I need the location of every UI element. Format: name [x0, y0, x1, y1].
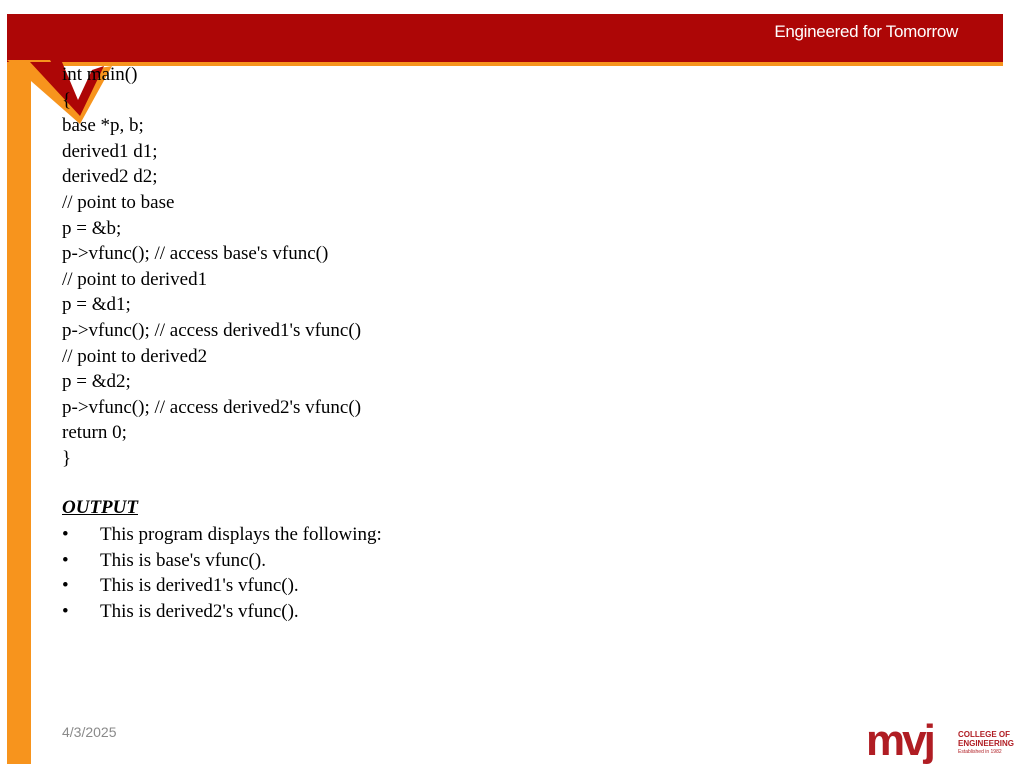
code-line: derived2 d2; [62, 166, 158, 188]
code-line: p = &d2; [62, 371, 131, 393]
list-item-text: This is base's vfunc(). [100, 549, 266, 571]
logo-mark: mvj [866, 716, 933, 765]
logo-line-2: ENGINEERING [958, 739, 1015, 748]
logo-line-1: COLLEGE OF [958, 730, 1010, 739]
list-item [62, 522, 382, 548]
code-line: p->vfunc(); // access base's vfunc() [62, 243, 329, 265]
list-item [62, 573, 382, 599]
code-line: p = &b; [62, 217, 122, 239]
list-item [62, 548, 382, 574]
code-line: return 0; [62, 422, 127, 444]
header-tagline: Engineered for Tomorrow [774, 22, 958, 41]
code-line: } [62, 447, 72, 469]
logo-text [958, 730, 1014, 757]
code-line: // point to derived2 [62, 345, 208, 367]
slide-date: 4/3/2025 [62, 724, 117, 740]
list-item-text: This program displays the following: [100, 524, 382, 545]
output-heading: OUTPUT [62, 497, 138, 518]
list-item-text: This is derived1's vfunc(). [100, 575, 299, 597]
code-line: // point to base [62, 191, 175, 213]
code-line: // point to derived1 [62, 268, 208, 290]
code-line: { [62, 89, 72, 111]
code-block [62, 62, 361, 472]
bullet-icon: • [62, 600, 69, 622]
bullet-icon: • [62, 575, 69, 597]
list-item [62, 599, 382, 625]
left-accent-strip [7, 60, 31, 764]
bullet-icon: • [62, 549, 69, 571]
logo-line-3: Established in 1982 [958, 749, 1002, 755]
list-item-text: This is derived2's vfunc(). [100, 600, 299, 622]
code-line: p = &d1; [62, 294, 131, 316]
bullet-icon: • [62, 524, 69, 545]
output-list [62, 522, 382, 624]
code-line: base *p, b; [62, 115, 144, 137]
code-line: p->vfunc(); // access derived2's vfunc() [62, 396, 362, 418]
code-line: p->vfunc(); // access derived1's vfunc() [62, 319, 362, 341]
code-line: int main() [62, 64, 138, 85]
college-logo [866, 718, 1016, 764]
code-line: derived1 d1; [62, 140, 158, 162]
